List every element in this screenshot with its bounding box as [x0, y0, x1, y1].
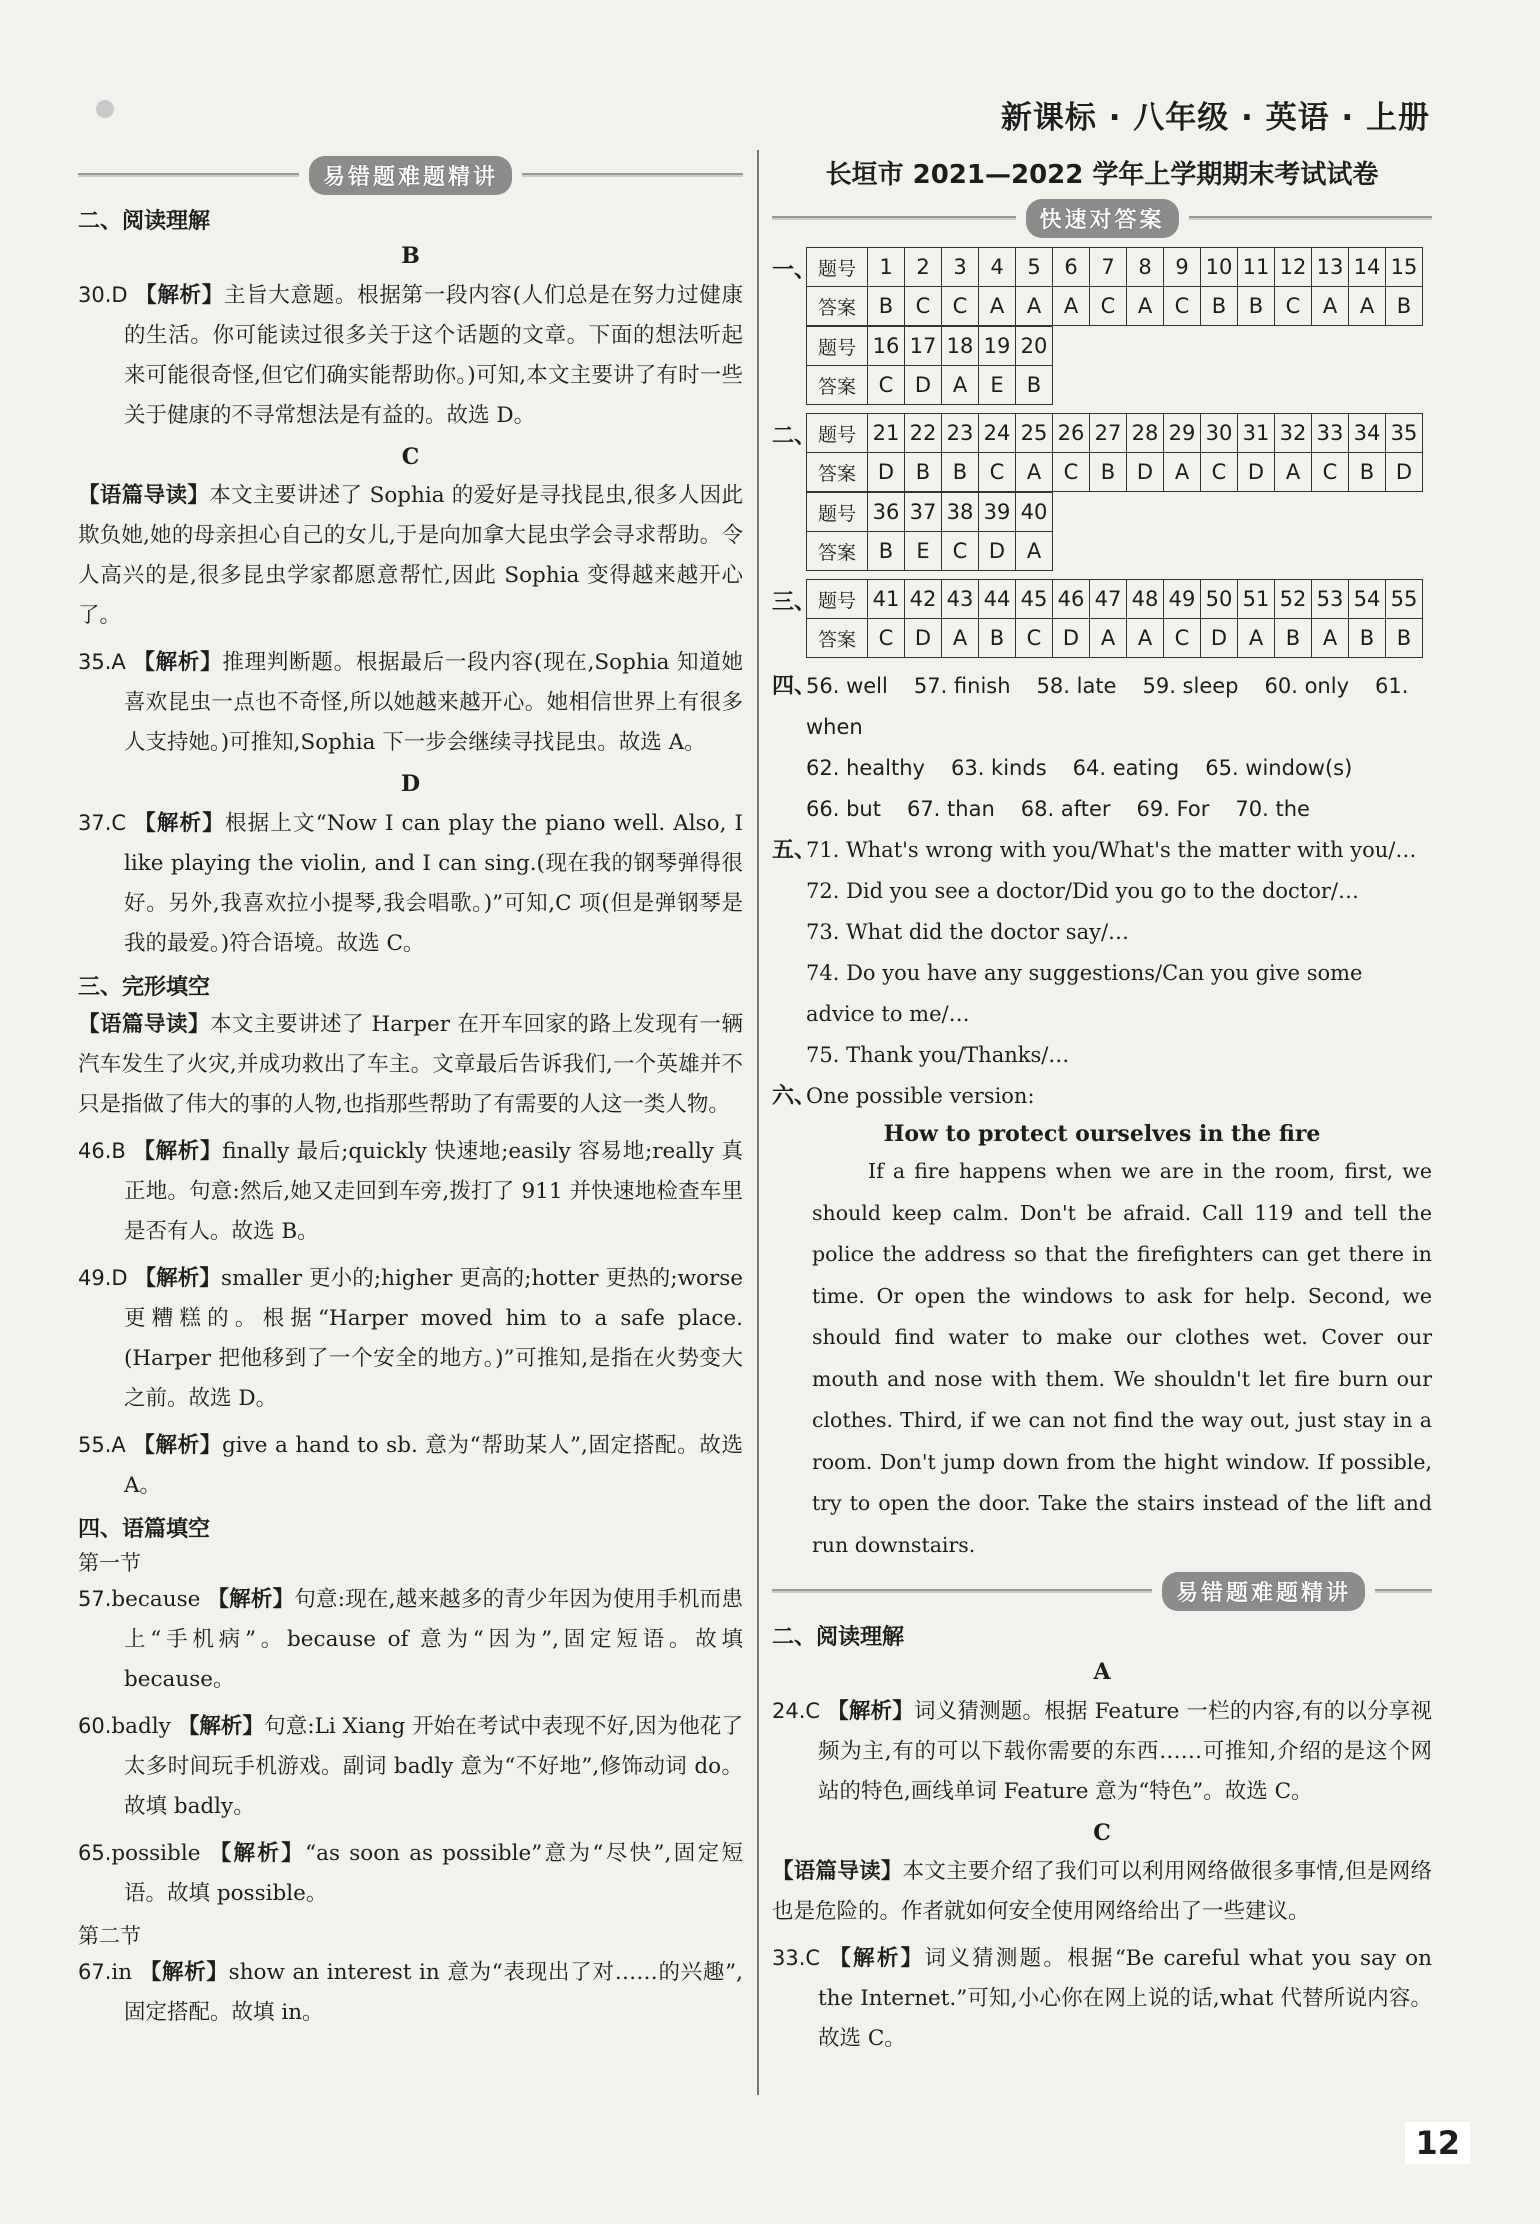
answer-cell: B [1201, 287, 1238, 326]
question-number: 5 [1016, 248, 1053, 287]
answer-table [806, 326, 1053, 405]
answer-cell: B [1275, 619, 1312, 658]
question-number: 14 [1349, 248, 1386, 287]
answer-65: 65.possible 【解析】“as soon as possible”意为“尽快”,固定短语。故填 possible。 [78, 1841, 743, 1906]
banner-label: 易错题难题精讲 [309, 156, 512, 195]
answer-table [806, 579, 1423, 658]
question-number: 49 [1164, 580, 1201, 619]
answer-cell: D [1386, 453, 1423, 492]
answer-group-1: 一、 题号 1 2 3 4 5 6 7 8 9 10 11 12 13 14 15 答案 B C C A A A C A C B B C A A B 题号 16 17 18 19 20 答案 C D A E B [772, 247, 1432, 405]
answer-cell: D [979, 532, 1016, 571]
fill-answer: 57. finish [913, 674, 1011, 698]
question-number: 52 [1275, 580, 1312, 619]
answer-46: 46.B 【解析】finally 最后;quickly 快速地;easily 容易地;really 真正地。句意:然后,她又走回到车旁,拨打了 911 并快速地检查车里是否有人。故选 B。 [78, 1139, 743, 1244]
row-label: 题号 [807, 414, 868, 453]
writing-intro: One possible version: [806, 1084, 1035, 1108]
answer-cell: B [1386, 619, 1423, 658]
fill-answer: 66. but [806, 797, 881, 821]
answer-35: 35.A 【解析】推理判断题。根据最后一段内容(现在,Sophia 知道她喜欢昆虫一点也不奇怪,所以她越来越开心。她相信世界上有很多人支持她。)可推知,Sophia 下一步会继续寻找昆虫。故选 A。 [78, 650, 743, 755]
answer-37: 37.C 【解析】根据上文“Now I can play the piano well. Also, I like playing the violin, and I can sing.(现在我的钢琴弹得很好。另外,我喜欢拉小提琴,我会唱歌。)”可知,C 项(但是弹钢琴是我的最爱。)符合语境。故选 C。 [78, 811, 743, 956]
passage-letter: B [401, 243, 420, 269]
answer-cell: C [1312, 453, 1349, 492]
sentence-answer: 72. Did you see a doctor/Did you go to the doctor/… [806, 879, 1360, 903]
question-number: 53 [1312, 580, 1349, 619]
question-number: 2 [905, 248, 942, 287]
answer-cell: C [1090, 287, 1127, 326]
answer-57: 57.because 【解析】句意:现在,越来越多的青少年因为使用手机而患上“手机病”。because of 意为“因为”,固定短语。故填 because。 [78, 1587, 743, 1692]
question-number: 39 [979, 493, 1016, 532]
question-number: 7 [1090, 248, 1127, 287]
fill-answer: 58. late [1036, 674, 1117, 698]
answer-cell: A [1090, 619, 1127, 658]
fill-answer: 67. than [906, 797, 995, 821]
sentence-answer: 75. Thank you/Thanks/… [806, 1043, 1070, 1067]
answer-cell: C [1053, 453, 1090, 492]
answer-67: 67.in 【解析】show an interest in 意为“表现出了对……的兴趣”,固定搭配。故填 in。 [78, 1960, 743, 2025]
question-number: 34 [1349, 414, 1386, 453]
question-number: 17 [905, 327, 942, 366]
question-number: 3 [942, 248, 979, 287]
banner-label: 易错题难题精讲 [1162, 1572, 1365, 1611]
fill-answer: 65. window(s) [1205, 756, 1353, 780]
answer-table [806, 247, 1423, 326]
section-heading: 二、阅读理解 [78, 209, 211, 234]
row-label: 答案 [807, 619, 868, 658]
passage-guide: 【语篇导读】本文主要介绍了我们可以利用网络做很多事情,但是网络也是危险的。作者就如何安全使用网络给出了一些建议。 [772, 1859, 1432, 1924]
question-number: 30 [1201, 414, 1238, 453]
question-number: 22 [905, 414, 942, 453]
question-number: 55 [1386, 580, 1423, 619]
row-label: 答案 [807, 532, 868, 571]
answer-cell: A [1238, 619, 1275, 658]
question-number: 35 [1386, 414, 1423, 453]
answer-cell: D [868, 453, 905, 492]
answer-cell: D [1238, 453, 1275, 492]
question-number: 51 [1238, 580, 1275, 619]
answer-30: 30.D 【解析】主旨大意题。根据第一段内容(人们总是在努力过健康的生活。你可能读过很多关于这个话题的文章。下面的想法听起来可能很奇怪,但它们确实能帮助你。)可知,本文主要讲了有时一些关于健康的不寻常想法是有益的。故选 D。 [78, 283, 743, 428]
row-label: 答案 [807, 366, 868, 405]
exam-title: 长垣市 2021—2022 学年上学期期末考试试卷 [825, 160, 1379, 190]
answer-cell: A [1164, 453, 1201, 492]
answer-group-2: 二、 题号 21 22 23 24 25 26 27 28 29 30 31 32 33 34 35 答案 D B B C A C B D A C D A C B D 题号 36 37 38 39 40 答案 B E C D A [772, 413, 1432, 571]
question-number: 48 [1127, 580, 1164, 619]
section-banner [772, 1570, 1432, 1612]
question-number: 11 [1238, 248, 1275, 287]
question-number: 20 [1016, 327, 1053, 366]
answer-cell: C [942, 287, 979, 326]
section-heading: 三、完形填空 [78, 975, 211, 1000]
left-column [78, 150, 743, 2039]
fill-answer: 63. kinds [950, 756, 1047, 780]
answer-cell: A [1127, 287, 1164, 326]
decorative-dot [96, 100, 114, 118]
banner-label: 快速对答案 [1026, 199, 1179, 238]
answer-cell: A [1275, 453, 1312, 492]
answer-cell: C [868, 366, 905, 405]
question-number: 29 [1164, 414, 1201, 453]
page-number: 12 [1405, 2122, 1470, 2164]
fill-answers: 四、 56. well 57. finish 58. late 59. sleep 60. only 61. when 62. healthy 63. kinds 64. eating 65. window(s) 66. but 67. than 68. after 69. For 70. the [772, 666, 1432, 830]
sentence-answer: 74. Do you have any suggestions/Can you give some advice to me/… [806, 961, 1363, 1026]
sentence-answer: 71. What's wrong with you/What's the matter with you/… [806, 838, 1417, 862]
answer-cell: B [868, 287, 905, 326]
row-label: 题号 [807, 493, 868, 532]
answer-cell: E [905, 532, 942, 571]
passage-guide: 【语篇导读】本文主要讲述了 Sophia 的爱好是寻找昆虫,很多人因此欺负她,她的母亲担心自己的女儿,于是向加拿大昆虫学会寻求帮助。令人高兴的是,很多昆虫学家都愿意帮忙,因此 Sophia 变得越来越开心了。 [78, 483, 743, 628]
question-number: 26 [1053, 414, 1090, 453]
answer-cell: C [1164, 619, 1201, 658]
answer-cell: C [1275, 287, 1312, 326]
question-number: 16 [868, 327, 905, 366]
column-divider [757, 150, 759, 2095]
question-number: 40 [1016, 493, 1053, 532]
row-label: 答案 [807, 287, 868, 326]
answer-cell: C [868, 619, 905, 658]
passage-letter: C [401, 444, 420, 470]
fill-answer: 70. the [1235, 797, 1310, 821]
fill-answer: 69. For [1136, 797, 1210, 821]
fill-answer: 59. sleep [1142, 674, 1239, 698]
question-number: 15 [1386, 248, 1423, 287]
question-number: 12 [1275, 248, 1312, 287]
answer-cell: A [1349, 287, 1386, 326]
question-number: 50 [1201, 580, 1238, 619]
question-number: 24 [979, 414, 1016, 453]
fill-answer: 60. only [1264, 674, 1350, 698]
answer-cell: A [979, 287, 1016, 326]
question-number: 23 [942, 414, 979, 453]
fill-answer: 61. when [806, 674, 1409, 739]
answer-cell: D [905, 366, 942, 405]
question-number: 31 [1238, 414, 1275, 453]
answer-tables [806, 247, 1423, 405]
question-number: 6 [1053, 248, 1090, 287]
row-label: 题号 [807, 248, 868, 287]
answer-cell: B [1349, 453, 1386, 492]
answer-cell: C [1016, 619, 1053, 658]
passage-guide: 【语篇导读】本文主要讲述了 Harper 在开车回家的路上发现有一辆汽车发生了火灾,并成功救出了车主。文章最后告诉我们,一个英雄并不只是指做了伟大的事的人物,也指那些帮助了有需要的人这一类人物。 [78, 1012, 743, 1117]
answer-cell: A [1127, 619, 1164, 658]
question-number: 25 [1016, 414, 1053, 453]
fill-answer: 56. well [806, 674, 888, 698]
question-number: 44 [979, 580, 1016, 619]
question-number: 27 [1090, 414, 1127, 453]
question-number: 13 [1312, 248, 1349, 287]
answer-cell: C [942, 532, 979, 571]
question-number: 10 [1201, 248, 1238, 287]
section-heading: 二、阅读理解 [772, 1625, 905, 1650]
answer-cell: B [1349, 619, 1386, 658]
answer-cell: B [905, 453, 942, 492]
answer-cell: C [1201, 453, 1238, 492]
fill-answer: 64. eating [1072, 756, 1180, 780]
answer-cell: C [1164, 287, 1201, 326]
fill-answer-line [806, 748, 1432, 789]
answer-cell: C [905, 287, 942, 326]
question-number: 21 [868, 414, 905, 453]
answer-tables [806, 579, 1423, 658]
row-label: 题号 [807, 327, 868, 366]
answer-60: 60.badly 【解析】句意:Li Xiang 开始在考试中表现不好,因为他花了太多时间玩手机游戏。副词 badly 意为“不好地”,修饰动词 do。故填 badly。 [78, 1714, 743, 1819]
answer-cell: B [942, 453, 979, 492]
answer-cell: A [1016, 453, 1053, 492]
page-header: 新课标 · 八年级 · 英语 · 上册 [1000, 100, 1430, 136]
answer-cell: B [1090, 453, 1127, 492]
answer-cell: D [905, 619, 942, 658]
answer-table [806, 492, 1053, 571]
question-number: 46 [1053, 580, 1090, 619]
question-number: 47 [1090, 580, 1127, 619]
answer-cell: B [979, 619, 1016, 658]
answer-49: 49.D 【解析】smaller 更小的;higher 更高的;hotter 更热的;worse 更糟糕的。根据“Harper moved him to a safe place.(Harper 把他移到了一个安全的地方。)”可推知,是指在火势变大之前。故选 D。 [78, 1266, 743, 1411]
passage-letter: A [1093, 1659, 1111, 1685]
question-number: 4 [979, 248, 1016, 287]
fill-answer-line [806, 789, 1432, 830]
question-number: 36 [868, 493, 905, 532]
answer-cell: D [1127, 453, 1164, 492]
question-number: 38 [942, 493, 979, 532]
answer-group-3: 三、 题号 41 42 43 44 45 46 47 48 49 50 51 52 53 54 55 答案 C D A B C D A A C D A B A B B [772, 579, 1432, 658]
section-heading: 四、语篇填空 [78, 1517, 211, 1542]
sentence-answers: 五、 71. What's wrong with you/What's the matter with you/… 72. Did you see a doctor/Did you go to the doctor/… 73. What did the doctor say/… 74. Do you have any suggestions/Can you give some advice to me/… 75. Thank you/Thanks/… [772, 830, 1432, 1076]
question-number: 8 [1127, 248, 1164, 287]
answer-cell: C [979, 453, 1016, 492]
sub-heading: 第二节 [78, 1924, 141, 1948]
question-number: 19 [979, 327, 1016, 366]
sentence-answer: 73. What did the doctor say/… [806, 920, 1130, 944]
answer-cell: B [1386, 287, 1423, 326]
sub-heading: 第一节 [78, 1551, 141, 1575]
question-number: 45 [1016, 580, 1053, 619]
question-number: 43 [942, 580, 979, 619]
question-number: 32 [1275, 414, 1312, 453]
answer-tables [806, 413, 1423, 571]
answer-cell: A [1053, 287, 1090, 326]
passage-letter: C [1093, 1820, 1111, 1846]
section-banner [772, 197, 1432, 239]
row-label: 答案 [807, 453, 868, 492]
answer-55: 55.A 【解析】give a hand to sb. 意为“帮助某人”,固定搭配。故选 A。 [78, 1433, 743, 1498]
question-number: 54 [1349, 580, 1386, 619]
right-column [772, 150, 1432, 2065]
answer-cell: B [1238, 287, 1275, 326]
answer-24: 24.C 【解析】词义猜测题。根据 Feature 一栏的内容,有的以分享视频为主,有的可以下载你需要的东西……可推知,介绍的是这个网站的特色,画线单词 Feature 意为“特色”。故选 C。 [772, 1699, 1432, 1804]
answer-cell: A [942, 366, 979, 405]
fill-answer: 68. after [1020, 797, 1111, 821]
fill-answer: 62. healthy [806, 756, 925, 780]
answer-cell: A [942, 619, 979, 658]
section-banner [78, 154, 743, 196]
answer-cell: A [1016, 287, 1053, 326]
question-number: 33 [1312, 414, 1349, 453]
answer-table [806, 413, 1423, 492]
answer-33: 33.C 【解析】词义猜测题。根据“Be careful what you say on the Internet.”可知,小心你在网上说的话,what 代替所说内容。故选 C。 [772, 1946, 1432, 2051]
question-number: 41 [868, 580, 905, 619]
answer-cell: B [868, 532, 905, 571]
question-number: 37 [905, 493, 942, 532]
question-number: 18 [942, 327, 979, 366]
row-label: 题号 [807, 580, 868, 619]
answer-cell: B [1016, 366, 1053, 405]
question-number: 28 [1127, 414, 1164, 453]
answer-cell: A [1016, 532, 1053, 571]
essay-title: How to protect ourselves in the fire [883, 1121, 1321, 1147]
passage-letter: D [400, 771, 421, 797]
answer-cell: A [1312, 287, 1349, 326]
answer-cell: E [979, 366, 1016, 405]
question-number: 42 [905, 580, 942, 619]
answer-cell: D [1053, 619, 1090, 658]
writing-section: 六、 One possible version: [772, 1076, 1432, 1117]
fill-answer-line [806, 666, 1432, 748]
question-number: 1 [868, 248, 905, 287]
essay-body: If a fire happens when we are in the room, first, we should keep calm. Don't be afraid. Call 119 and tell the police the address so that the firefighters can get there in time. Or open the windows to ask for help. Second, we should find water to make our clothes wet. Cover our mouth and nose with them. We shouldn't let fire burn our clothes. Third, if we can not find the way out, just stay in a room. Don't jump down from the hight window. If possible, try to open the door. Take the stairs instead of the lift and run downstairs. [812, 1159, 1432, 1557]
answer-cell: A [1312, 619, 1349, 658]
answer-cell: D [1201, 619, 1238, 658]
question-number: 9 [1164, 248, 1201, 287]
